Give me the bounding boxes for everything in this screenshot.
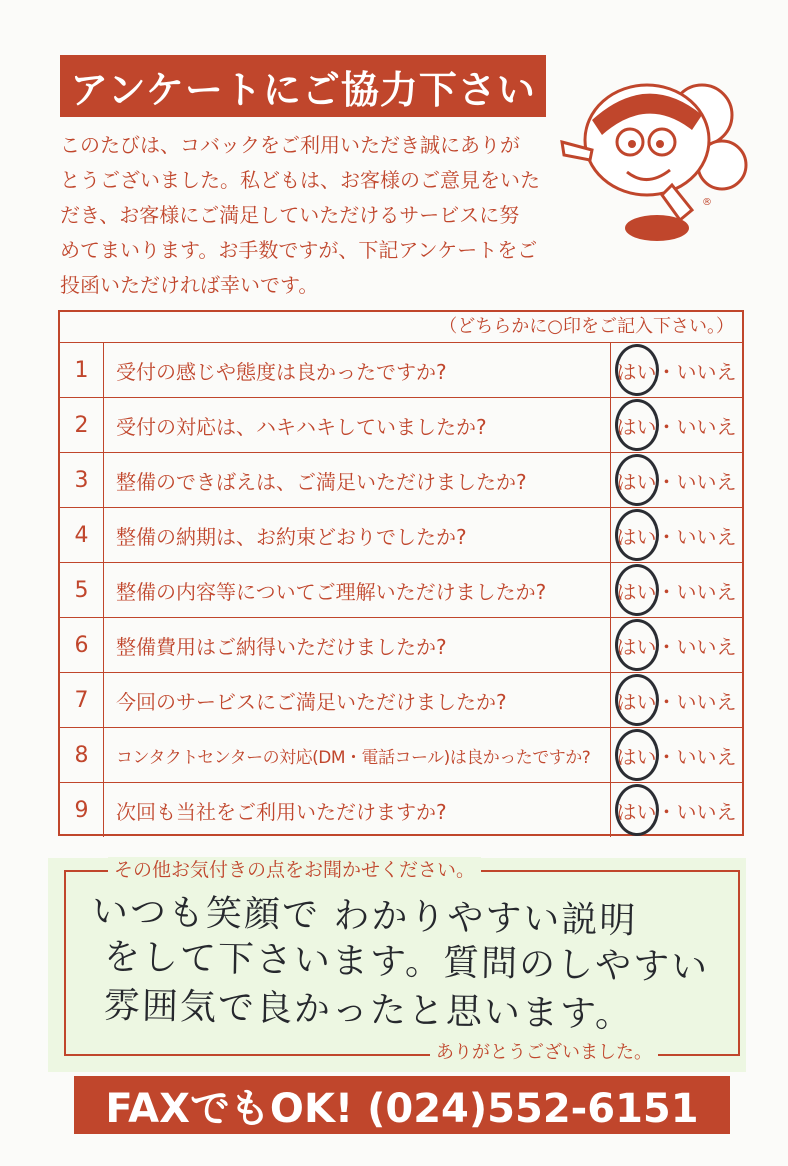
survey-table — [58, 310, 744, 836]
intro-line: めてまいります。お手数ですが、下記アンケートをご — [60, 238, 538, 262]
answer-options: はい・いいえ — [616, 524, 737, 549]
circle-mark-icon — [615, 399, 659, 451]
answer-cell[interactable] — [610, 343, 742, 397]
intro-line: 投函いただければ幸いです。 — [60, 273, 319, 297]
circle-mark-icon — [615, 509, 659, 561]
question-number: 4 — [60, 508, 104, 562]
answer-cell[interactable] — [610, 398, 742, 452]
survey-title: アンケートにご協力下さい — [60, 55, 546, 117]
answer-options: はい・いいえ — [616, 469, 737, 494]
question-text: 受付の対応は、ハキハキしていましたか? — [116, 414, 487, 439]
answer-options: はい・いいえ — [616, 634, 737, 659]
answer-options: はい・いいえ — [616, 579, 737, 604]
answer-cell[interactable] — [610, 728, 742, 782]
answer-cell[interactable] — [610, 453, 742, 507]
fax-banner: FAXでもOK! (024)552-6151 — [74, 1076, 730, 1134]
question-text: 受付の感じや態度は良かったですか? — [116, 359, 447, 384]
question-text: 今回のサービスにご満足いただけましたか? — [116, 689, 507, 714]
intro-line: だき、お客様にご満足していただけるサービスに努 — [60, 203, 520, 227]
answer-options: はい・いいえ — [616, 359, 737, 384]
question-number: 8 — [60, 728, 104, 782]
intro-line: このたびは、コバックをご利用いただき誠にありが — [60, 133, 520, 157]
answer-cell[interactable] — [610, 563, 742, 617]
question-number: 1 — [60, 343, 104, 397]
question-number: 6 — [60, 618, 104, 672]
question-text: 整備の納期は、お約束どおりでしたか? — [116, 524, 467, 549]
question-text: 次回も当社をご利用いただけますか? — [116, 799, 447, 824]
circle-mark-icon — [615, 784, 659, 836]
question-number: 7 — [60, 673, 104, 727]
mascot-illustration — [552, 60, 752, 250]
question-row — [60, 782, 742, 837]
circle-mark-icon — [615, 729, 659, 781]
circle-mark-icon — [615, 344, 659, 396]
question-number: 3 — [60, 453, 104, 507]
answer-cell[interactable] — [610, 508, 742, 562]
answer-options: はい・いいえ — [616, 414, 737, 439]
question-number: 9 — [60, 783, 104, 837]
answer-cell[interactable] — [610, 783, 742, 837]
instruction-text: （どちらかに○印をご記入下さい。） — [439, 316, 734, 337]
answer-options: はい・いいえ — [616, 689, 737, 714]
question-row — [60, 452, 742, 507]
circle-mark-icon — [615, 564, 659, 616]
question-row — [60, 672, 742, 727]
handwritten-comment-line: をして下さいます。質問のしやすい — [103, 936, 710, 989]
question-number: 5 — [60, 563, 104, 617]
answer-options: はい・いいえ — [616, 744, 737, 769]
answer-cell[interactable] — [610, 673, 742, 727]
question-row — [60, 342, 742, 397]
question-row — [60, 617, 742, 672]
circle-mark-icon — [615, 619, 659, 671]
circle-mark-icon — [615, 454, 659, 506]
answer-options: はい・いいえ — [616, 799, 737, 824]
question-row — [60, 562, 742, 617]
comment-header: その他お気付きの点をお聞かせください。 — [108, 857, 481, 883]
question-text: 整備費用はご納得いただけましたか? — [116, 634, 447, 659]
intro-line: とうございました。私どもは、お客様のご意見をいた — [60, 168, 540, 192]
comment-footer: ありがとうございました。 — [430, 1040, 658, 1066]
question-text: 整備のできばえは、ご満足いただけましたか? — [116, 469, 527, 494]
handwritten-comment-line: いつも笑顔で わかりやすい説明 — [91, 891, 638, 942]
question-number: 2 — [60, 398, 104, 452]
question-row — [60, 397, 742, 452]
answer-cell[interactable] — [610, 618, 742, 672]
question-row — [60, 507, 742, 562]
question-text: 整備の内容等についてご理解いただけましたか? — [116, 579, 547, 604]
circle-mark-icon — [615, 674, 659, 726]
intro-text — [60, 128, 560, 303]
question-text: コンタクトセンターの対応(DM・電話コール)は良かったですか? — [116, 747, 591, 768]
question-row — [60, 727, 742, 782]
svg-text:®: ® — [702, 197, 712, 208]
handwritten-comment-line: 雰囲気で良かったと思います。 — [103, 985, 634, 1036]
